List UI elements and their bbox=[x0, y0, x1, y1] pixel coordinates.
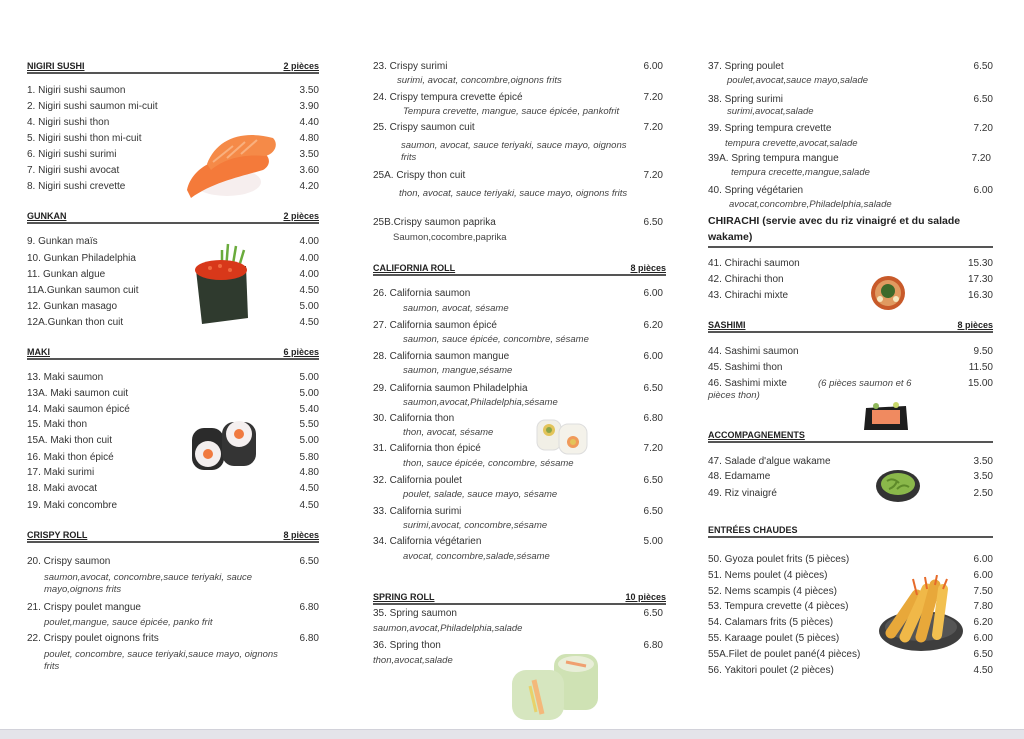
item-price: 6.00 bbox=[973, 570, 993, 581]
item-name: 50. Gyoza poulet frits (5 pièces) bbox=[708, 554, 850, 565]
item-description: thon, avocat, sésame bbox=[403, 427, 494, 438]
item-name: 46. Sashimi mixte bbox=[708, 378, 787, 389]
item-name: 17. Maki surimi bbox=[27, 467, 95, 478]
item-price: 4.50 bbox=[299, 317, 319, 328]
menu-item bbox=[708, 152, 993, 165]
menu-item bbox=[27, 418, 319, 431]
item-name: 35. Spring saumon bbox=[373, 608, 457, 619]
item-price: 6.80 bbox=[643, 413, 663, 424]
item-name: 12A.Gunkan thon cuit bbox=[27, 317, 124, 328]
item-price: 6.50 bbox=[973, 61, 993, 72]
edamame-bowl-icon bbox=[875, 469, 921, 503]
item-name: 34. California végétarien bbox=[373, 536, 482, 547]
item-name: 16. Maki thon épicé bbox=[27, 452, 114, 463]
item-name: 18. Maki avocat bbox=[27, 483, 98, 494]
section-header-sashimi: SASHIMI 8 pièces bbox=[708, 320, 993, 333]
item-price: 3.50 bbox=[299, 149, 319, 160]
item-price: 3.50 bbox=[973, 456, 993, 467]
item-name: 26. California saumon bbox=[373, 288, 471, 299]
menu-item bbox=[27, 451, 319, 464]
menu-item bbox=[373, 60, 663, 73]
item-name: 37. Spring poulet bbox=[708, 61, 784, 72]
item-price: 16.30 bbox=[967, 290, 993, 301]
menu-item bbox=[708, 60, 993, 73]
item-description: surimi,avocat,salade bbox=[727, 106, 814, 117]
item-price: 5.50 bbox=[299, 419, 319, 430]
menu-item bbox=[373, 442, 663, 455]
item-name: 29. California saumon Philadelphia bbox=[373, 383, 528, 394]
item-price: 4.40 bbox=[299, 117, 319, 128]
item-price: 6.50 bbox=[973, 94, 993, 105]
item-price: 4.80 bbox=[299, 133, 319, 144]
item-name: 41. Chirachi saumon bbox=[708, 258, 800, 269]
menu-item bbox=[708, 122, 993, 135]
gunkan-ikura-icon bbox=[192, 240, 252, 326]
item-name: 55. Karaage poulet (5 pièces) bbox=[708, 633, 840, 644]
item-price: 3.50 bbox=[973, 471, 993, 482]
item-price: 6.00 bbox=[973, 633, 993, 644]
item-name: 10. Gunkan Philadelphia bbox=[27, 253, 136, 264]
item-name: 33. California surimi bbox=[373, 506, 462, 517]
item-price: 7.20 bbox=[971, 153, 991, 164]
menu-item bbox=[27, 100, 319, 113]
item-name: 13A. Maki saumon cuit bbox=[27, 388, 129, 399]
item-price: 4.00 bbox=[299, 253, 319, 264]
item-price: 15.30 bbox=[967, 258, 993, 269]
menu-item bbox=[373, 169, 663, 182]
item-price: 7.20 bbox=[973, 123, 993, 134]
item-price: 6.80 bbox=[643, 640, 663, 651]
item-price: 6.00 bbox=[643, 61, 663, 72]
menu-item bbox=[708, 93, 993, 106]
item-price: 5.00 bbox=[299, 388, 319, 399]
section-header-california: CALIFORNIA ROLL 8 pièces bbox=[373, 263, 666, 276]
menu-item bbox=[27, 466, 319, 479]
item-name: 15A. Maki thon cuit bbox=[27, 435, 113, 446]
item-description: saumon,avocat,Philadelphia,sésame bbox=[403, 397, 558, 408]
item-name: 54. Calamars frits (5 pièces) bbox=[708, 617, 834, 628]
item-price: 4.50 bbox=[299, 483, 319, 494]
item-description: saumon,avocat, concombre,sauce teriyaki, sauce mayo,oignons frits bbox=[44, 572, 253, 595]
item-description: thon, avocat, sauce teriyaki, sauce mayo, oignons frits bbox=[399, 188, 628, 199]
item-description: surimi,avocat, concombre,sésame bbox=[403, 520, 548, 531]
item-description: poulet, salade, sauce mayo, sésame bbox=[403, 489, 558, 500]
item-price: 7.20 bbox=[643, 170, 663, 181]
item-name: 53. Tempura crevette (4 pièces) bbox=[708, 601, 849, 612]
item-price: 6.20 bbox=[643, 320, 663, 331]
item-price: 7.20 bbox=[643, 92, 663, 103]
menu-item bbox=[27, 482, 319, 495]
item-price: 6.50 bbox=[643, 217, 663, 228]
item-name: 21. Crispy poulet mangue bbox=[27, 602, 141, 613]
item-description: poulet, concombre, sauce teriyaki,sauce mayo, oignons frits bbox=[44, 649, 278, 672]
menu-item bbox=[708, 345, 993, 358]
item-name: 47. Salade d'algue wakame bbox=[708, 456, 831, 467]
item-price: 5.00 bbox=[643, 536, 663, 547]
item-price: 4.50 bbox=[299, 500, 319, 511]
menu-item bbox=[708, 273, 993, 286]
item-description: avocat, concombre,salade,sésame bbox=[403, 551, 550, 562]
item-price: 9.50 bbox=[973, 346, 993, 357]
item-description: surimi, avocat, concombre,oignons frits bbox=[397, 75, 562, 86]
item-name: 24. Crispy tempura crevette épicé bbox=[373, 92, 523, 103]
menu-item bbox=[708, 184, 993, 197]
item-name: 36. Spring thon bbox=[373, 640, 441, 651]
menu-item bbox=[373, 639, 663, 652]
item-price: 6.00 bbox=[643, 288, 663, 299]
item-name: 22. Crispy poulet oignons frits bbox=[27, 633, 159, 644]
item-name: 11A.Gunkan saumon cuit bbox=[27, 285, 139, 296]
item-name: 44. Sashimi saumon bbox=[708, 346, 799, 357]
menu-item bbox=[373, 607, 663, 620]
salmon-nigiri-icon bbox=[183, 124, 279, 202]
item-name: 49. Riz vinaigré bbox=[708, 488, 777, 499]
menu-item bbox=[27, 499, 319, 512]
item-description: poulet,avocat,sauce mayo,salade bbox=[727, 75, 869, 86]
item-name: 31. California thon épicé bbox=[373, 443, 481, 454]
item-description: Saumon,cocombre,paprika bbox=[393, 232, 507, 243]
menu-item bbox=[373, 91, 663, 104]
menu-item bbox=[27, 84, 319, 97]
item-name: 39A. Spring tempura mangue bbox=[708, 153, 839, 164]
item-name: 15. Maki thon bbox=[27, 419, 88, 430]
menu-item bbox=[27, 434, 319, 447]
item-description: poulet,mangue, sauce épicée, panko frit bbox=[44, 617, 213, 628]
item-price: 6.00 bbox=[973, 185, 993, 196]
chirachi-bowl-icon bbox=[870, 275, 906, 311]
item-name: 55A.Filet de poulet pané(4 pièces) bbox=[708, 649, 861, 660]
sashimi-plate-icon bbox=[862, 400, 910, 432]
item-description: tempura crevette,avocat,salade bbox=[725, 138, 858, 149]
item-description: saumon, sauce épicée, concombre, sésame bbox=[403, 334, 589, 345]
item-name: 30. California thon bbox=[373, 413, 455, 424]
item-description: saumon, mangue,sésame bbox=[403, 365, 513, 376]
item-price: 6.50 bbox=[643, 383, 663, 394]
item-name: 56. Yakitori poulet (2 pièces) bbox=[708, 665, 834, 676]
item-name: 51. Nems poulet (4 pièces) bbox=[708, 570, 828, 581]
item-name: 27. California saumon épicé bbox=[373, 320, 497, 331]
item-price: 6.00 bbox=[643, 351, 663, 362]
item-name: 43. Chirachi mixte bbox=[708, 290, 789, 301]
menu-item bbox=[27, 601, 319, 614]
item-price: 6.50 bbox=[643, 608, 663, 619]
item-price: 15.00 bbox=[967, 378, 993, 389]
menu-item bbox=[373, 319, 663, 332]
item-price: 3.50 bbox=[299, 85, 319, 96]
item-description: avocat,concombre,Philadelphia,salade bbox=[729, 199, 892, 210]
section-header-chirachi: CHIRACHI (servie avec du riz vinaigré et du salade wakame) bbox=[708, 213, 993, 248]
item-name: 13. Maki saumon bbox=[27, 372, 104, 383]
menu-item bbox=[708, 553, 993, 566]
section-header-entrees: ENTRÉES CHAUDES bbox=[708, 525, 993, 538]
california-roll-icon bbox=[535, 418, 589, 456]
item-price: 6.80 bbox=[299, 633, 319, 644]
maki-rolls-icon bbox=[190, 420, 260, 472]
item-name: 12. Gunkan masago bbox=[27, 301, 118, 312]
item-name: 45. Sashimi thon bbox=[708, 362, 783, 373]
item-price: 17.30 bbox=[967, 274, 993, 285]
item-name: 20. Crispy saumon bbox=[27, 556, 111, 567]
item-price: 7.80 bbox=[973, 601, 993, 612]
menu-item bbox=[708, 257, 993, 270]
item-name: 14. Maki saumon épicé bbox=[27, 404, 130, 415]
menu-item bbox=[708, 487, 993, 500]
item-name: 25. Crispy saumon cuit bbox=[373, 122, 475, 133]
item-price: 6.80 bbox=[299, 602, 319, 613]
item-price: 4.20 bbox=[299, 181, 319, 192]
item-name: 2. Nigiri sushi saumon mi-cuit bbox=[27, 101, 158, 112]
menu-item bbox=[27, 555, 319, 568]
menu-item bbox=[708, 289, 993, 302]
item-name: 7. Nigiri sushi avocat bbox=[27, 165, 120, 176]
item-description: thon, sauce épicée, concombre, sésame bbox=[403, 458, 574, 469]
section-header-maki: MAKI 6 pièces bbox=[27, 347, 319, 360]
section-header-gunkan: GUNKAN 2 pièces bbox=[27, 211, 319, 224]
item-price: 5.00 bbox=[299, 435, 319, 446]
menu-item bbox=[708, 470, 993, 483]
section-header-crispy: CRISPY ROLL 8 pièces bbox=[27, 530, 319, 543]
menu-item bbox=[27, 235, 319, 248]
item-price: 3.90 bbox=[299, 101, 319, 112]
menu-item bbox=[373, 287, 663, 300]
menu-item bbox=[27, 403, 319, 416]
item-name: 4. Nigiri sushi thon bbox=[27, 117, 110, 128]
item-description: (6 pièces saumon et 6 pièces thon) bbox=[708, 378, 912, 401]
menu-item bbox=[27, 300, 319, 313]
item-price: 5.00 bbox=[299, 372, 319, 383]
menu-item bbox=[373, 535, 663, 548]
menu-item bbox=[373, 412, 663, 425]
item-price: 2.50 bbox=[973, 488, 993, 499]
menu-item bbox=[708, 664, 993, 677]
item-price: 6.50 bbox=[299, 556, 319, 567]
item-name: 42. Chirachi thon bbox=[708, 274, 784, 285]
item-price: 4.00 bbox=[299, 269, 319, 280]
item-name: 11. Gunkan algue bbox=[27, 269, 106, 280]
menu-item bbox=[373, 350, 663, 363]
section-header-spring: SPRING ROLL 10 pièces bbox=[373, 592, 666, 605]
menu-item bbox=[373, 382, 663, 395]
item-name: 40. Spring végétarien bbox=[708, 185, 804, 196]
item-description: saumon, avocat, sauce teriyaki, sauce mayo, oignons frits bbox=[401, 140, 627, 163]
menu-item bbox=[27, 371, 319, 384]
item-price: 7.20 bbox=[643, 443, 663, 454]
menu-item bbox=[27, 316, 319, 329]
item-price: 7.50 bbox=[973, 586, 993, 597]
item-name: 48. Edamame bbox=[708, 471, 771, 482]
section-title: NIGIRI SUSHI bbox=[27, 61, 85, 71]
item-price: 5.40 bbox=[299, 404, 319, 415]
item-name: 1. Nigiri sushi saumon bbox=[27, 85, 126, 96]
item-price: 4.50 bbox=[973, 665, 993, 676]
item-name: 9. Gunkan maïs bbox=[27, 236, 98, 247]
item-name: 25B.Crispy saumon paprika bbox=[373, 217, 496, 228]
item-price: 5.80 bbox=[299, 452, 319, 463]
menu-item bbox=[27, 284, 319, 297]
item-name: 25A. Crispy thon cuit bbox=[373, 170, 466, 181]
item-name: 38. Spring surimi bbox=[708, 94, 784, 105]
item-description: tempura crecette,mangue,salade bbox=[731, 167, 870, 178]
item-price: 6.00 bbox=[973, 554, 993, 565]
section-pieces: 2 pièces bbox=[283, 61, 319, 71]
item-price: 5.00 bbox=[299, 301, 319, 312]
item-name: 5. Nigiri sushi thon mi-cuit bbox=[27, 133, 142, 144]
item-description: saumon, avocat, sésame bbox=[403, 303, 509, 314]
item-name: 28. California saumon mangue bbox=[373, 351, 510, 362]
item-price: 4.50 bbox=[299, 285, 319, 296]
tempura-shrimp-icon bbox=[877, 575, 965, 653]
item-price: 3.60 bbox=[299, 165, 319, 176]
item-name: 23. Crispy surimi bbox=[373, 61, 448, 72]
menu-item bbox=[373, 121, 663, 134]
menu-item bbox=[27, 252, 319, 265]
menu-item bbox=[373, 216, 663, 229]
menu-item bbox=[27, 387, 319, 400]
section-header-nigiri bbox=[27, 61, 319, 74]
item-description: thon,avocat,salade bbox=[373, 655, 453, 666]
section-header-accompagnements: ACCOMPAGNEMENTS bbox=[708, 430, 993, 443]
spring-roll-icon bbox=[508, 652, 604, 724]
item-name: 39. Spring tempura crevette bbox=[708, 123, 832, 134]
menu-item bbox=[708, 455, 993, 468]
item-price: 6.50 bbox=[973, 649, 993, 660]
item-name: 32. California poulet bbox=[373, 475, 462, 486]
menu-item bbox=[373, 474, 663, 487]
menu-item bbox=[27, 632, 319, 645]
item-name: 8. Nigiri sushi crevette bbox=[27, 181, 126, 192]
item-description: saumon,avocat,Philadelphia,salade bbox=[373, 623, 523, 634]
item-name: 19. Maki concombre bbox=[27, 500, 118, 511]
item-price: 6.50 bbox=[643, 506, 663, 517]
item-price: 4.00 bbox=[299, 236, 319, 247]
item-name: 52. Nems scampis (4 pièces) bbox=[708, 586, 837, 597]
item-price: 6.50 bbox=[643, 475, 663, 486]
item-price: 4.80 bbox=[299, 467, 319, 478]
item-price: 7.20 bbox=[643, 122, 663, 133]
item-price: 11.50 bbox=[968, 362, 993, 373]
item-name: 6. Nigiri sushi surimi bbox=[27, 149, 117, 160]
menu-item bbox=[373, 505, 663, 518]
item-description: Tempura crevette, mangue, sauce épicée, pankofrit bbox=[403, 106, 620, 117]
menu-item bbox=[708, 361, 993, 374]
menu-item bbox=[27, 268, 319, 281]
item-price: 6.20 bbox=[973, 617, 993, 628]
